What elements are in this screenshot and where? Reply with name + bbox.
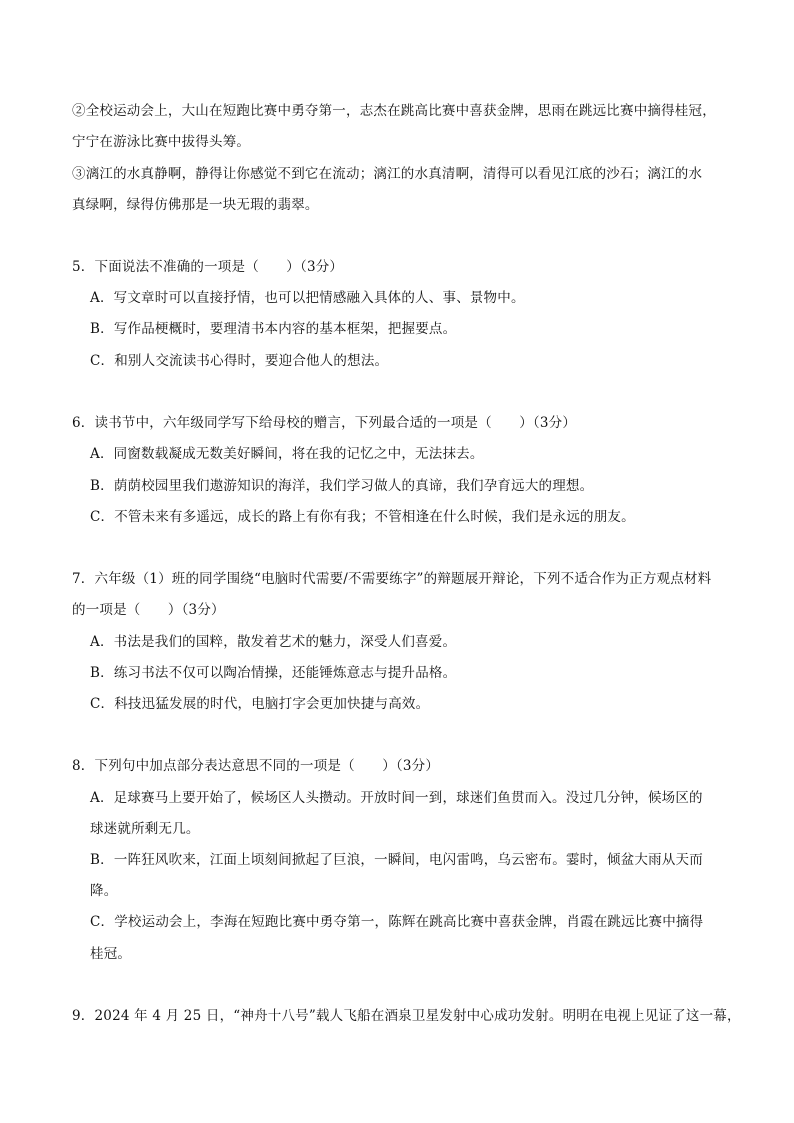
question-7-stem-line-2: 的一项是（ ）（3分） <box>72 602 225 618</box>
question-9-stem-line-1: 9．2024 年 4 月 25 日，“神舟十八号”载人飞船在酒泉卫星发射中心成功发射。明明在电视上见证了这一幕， <box>72 1008 741 1024</box>
question-8-option-a-line-1: A．足球赛马上要开始了，候场区人头攒动。开放时间一到，球迷们鱼贯而入。没过几分钟，候场区的 <box>90 790 703 806</box>
question-7-option-a: A．书法是我们的国粹，散发着艺术的魅力，深受人们喜爱。 <box>90 634 457 650</box>
question-7-option-b: B．练习书法不仅可以陶冶情操，还能锤炼意志与提升品格。 <box>90 665 457 681</box>
question-6-stem: 6．读书节中，六年级同学写下给母校的赠言，下列最合适的一项是（ ）（3分） <box>72 415 577 431</box>
question-8-option-a-line-2: 球迷就所剩无几。 <box>90 821 200 837</box>
question-7-stem-line-1: 7．六年级（1）班的同学围绕“电脑时代需要/不需要练字”的辩题展开辩论，下列不适合作为正方观点材料 <box>72 571 712 587</box>
question-8-option-c-line-2: 桂冠。 <box>90 946 132 962</box>
question-8-option-b-line-2: 降。 <box>90 883 118 899</box>
question-6-option-c: C．不管未来有多遥远，成长的路上有你有我；不管相逢在什么时候，我们是永远的朋友。 <box>90 509 635 525</box>
question-5-stem: 5．下面说法不准确的一项是（ ）（3分） <box>72 259 344 275</box>
question-8-option-c-line-1: C．学校运动会上，李海在短跑比赛中勇夺第一，陈辉在跳高比赛中喜获金牌，肖霞在跳远比赛中摘得 <box>90 914 704 930</box>
question-7-option-c: C．科技迅猛发展的时代，电脑打字会更加快捷与高效。 <box>90 696 430 712</box>
question-5-option-c: C．和别人交流读书心得时，要迎合他人的想法。 <box>90 353 389 369</box>
question-5-option-a: A．写文章时可以直接抒情，也可以把情感融入具体的人、事、景物中。 <box>90 290 525 306</box>
question-5-option-b: B．写作品梗概时，要理清书本内容的基本框架，把握要点。 <box>90 321 457 337</box>
example-2-line-1: ②全校运动会上，大山在短跑比赛中勇夺第一，志杰在跳高比赛中喜获金牌，思雨在跳远比赛中摘得桂冠， <box>72 103 716 119</box>
example-2-line-2: 宁宁在游泳比赛中拔得头筹。 <box>72 134 251 150</box>
question-8-stem: 8．下列句中加点部分表达意思不同的一项是（ ）（3分） <box>72 758 440 774</box>
question-6-option-b: B．荫荫校园里我们遨游知识的海洋，我们学习做人的真谛，我们孕育远大的理想。 <box>90 478 594 494</box>
example-3-line-2: 真绿啊，绿得仿佛那是一块无瑕的翡翠。 <box>72 197 319 213</box>
question-8-option-b-line-1: B．一阵狂风吹来，江面上顷刻间掀起了巨浪，一瞬间，电闪雷鸣，乌云密布。霎时，倾盆大雨从天而 <box>90 852 703 868</box>
question-6-option-a: A．同窗数载凝成无数美好瞬间，将在我的记忆之中，无法抹去。 <box>90 446 484 462</box>
example-3-line-1: ③漓江的水真静啊，静得让你感觉不到它在流动；漓江的水真清啊，清得可以看见江底的沙石；漓江的水 <box>72 166 703 182</box>
